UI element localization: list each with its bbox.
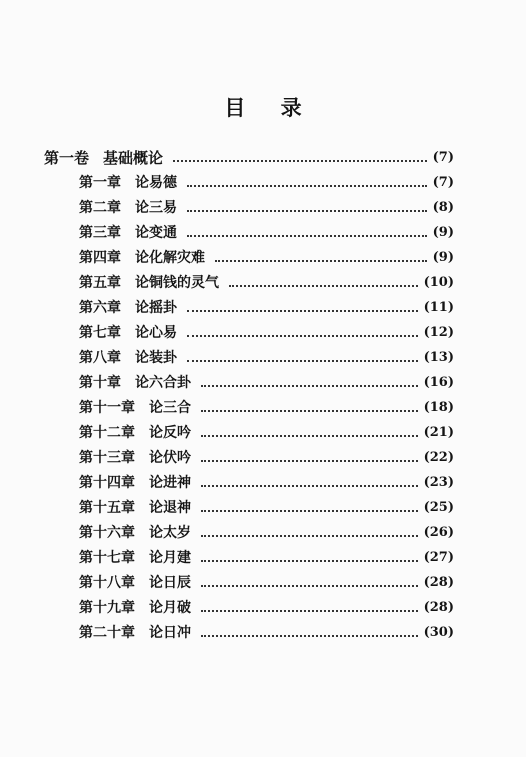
page-number: (8) (432, 199, 454, 215)
dot-leader (201, 558, 418, 562)
page-number: (7) (432, 174, 454, 190)
toc-chapter-entry[interactable] (79, 270, 454, 294)
chapter-number: 第十五章 (79, 500, 135, 516)
toc-chapter-entry[interactable] (79, 570, 454, 594)
page-number: (7) (432, 149, 454, 165)
toc-chapter-entry[interactable] (79, 495, 454, 519)
chapter-number: 第二章 (79, 200, 121, 216)
page-number: (25) (423, 499, 454, 515)
dot-leader (187, 208, 427, 212)
dot-leader (201, 583, 418, 587)
chapter-number: 第十章 (79, 375, 121, 391)
dot-leader (187, 183, 427, 187)
toc-chapter-entry[interactable] (79, 245, 454, 269)
toc-chapter-entry[interactable] (79, 295, 454, 319)
chapter-name: 论日冲 (149, 625, 191, 641)
chapter-number: 第二十章 (79, 625, 135, 641)
chapter-number: 第十二章 (79, 425, 135, 441)
page-number: (9) (432, 224, 454, 240)
chapter-number: 第六章 (79, 300, 121, 316)
volume-name: 基础概论 (103, 148, 164, 167)
chapter-number: 第十一章 (79, 400, 135, 416)
page-number: (21) (423, 424, 454, 440)
page-number: (16) (423, 374, 454, 390)
toc-chapter-entry[interactable] (79, 595, 454, 619)
chapter-name: 论铜钱的灵气 (135, 275, 219, 291)
dot-leader (187, 333, 418, 337)
dot-leader (201, 533, 418, 537)
dot-leader (201, 433, 418, 437)
chapter-name: 论退神 (149, 500, 191, 516)
page-number: (12) (423, 324, 454, 340)
chapter-name: 论太岁 (149, 525, 191, 541)
chapter-name: 论伏吟 (149, 450, 191, 466)
dot-leader (201, 408, 418, 412)
toc-chapter-entry[interactable] (79, 420, 454, 444)
page-number: (22) (423, 449, 454, 465)
chapter-name: 论三易 (135, 200, 177, 216)
chapter-number: 第十三章 (79, 450, 135, 466)
chapter-name: 论装卦 (135, 350, 177, 366)
toc-chapter-entry[interactable] (79, 220, 454, 244)
chapter-name: 论进神 (149, 475, 191, 491)
page-number: (30) (423, 624, 454, 640)
toc-chapter-entry[interactable] (79, 370, 454, 394)
chapter-name: 论月破 (149, 600, 191, 616)
chapter-name: 论反吟 (149, 425, 191, 441)
page-number: (28) (423, 599, 454, 615)
page-number: (27) (423, 549, 454, 565)
chapter-number: 第十八章 (79, 575, 135, 591)
dot-leader (201, 508, 418, 512)
dot-leader (201, 483, 418, 487)
chapter-name: 论日辰 (149, 575, 191, 591)
chapter-number: 第一章 (79, 175, 121, 191)
toc-chapter-entry[interactable] (79, 545, 454, 569)
page-number: (28) (423, 574, 454, 590)
dot-leader (201, 458, 418, 462)
chapter-number: 第四章 (79, 250, 121, 266)
page-number: (13) (423, 349, 454, 365)
toc-chapter-entry[interactable] (79, 320, 454, 344)
page-title: 目 录 (224, 96, 316, 120)
page-number: (26) (423, 524, 454, 540)
toc-chapter-entry[interactable] (79, 470, 454, 494)
chapter-number: 第七章 (79, 325, 121, 341)
toc-chapter-entry[interactable] (79, 345, 454, 369)
toc-chapter-entry[interactable] (79, 445, 454, 469)
toc-chapter-entry[interactable] (79, 170, 454, 194)
toc-volume-entry[interactable] (44, 145, 454, 169)
chapter-name: 论三合 (149, 400, 191, 416)
page-number: (23) (423, 474, 454, 490)
toc-chapter-entry[interactable] (79, 195, 454, 219)
dot-leader (229, 283, 418, 287)
dot-leader (187, 358, 418, 362)
page-number: (18) (423, 399, 454, 415)
dot-leader (187, 233, 427, 237)
chapter-name: 论月建 (149, 550, 191, 566)
page-number: (9) (432, 249, 454, 265)
dot-leader (201, 633, 418, 637)
chapter-number: 第八章 (79, 350, 121, 366)
volume-number: 第一卷 (44, 148, 90, 167)
chapter-name: 论化解灾难 (135, 250, 205, 266)
dot-leader (201, 383, 418, 387)
chapter-number: 第十九章 (79, 600, 135, 616)
dot-leader (187, 308, 418, 312)
toc-chapter-entry[interactable] (79, 395, 454, 419)
chapter-name: 论六合卦 (135, 375, 191, 391)
chapter-name: 论易德 (135, 175, 177, 191)
dot-leader (215, 258, 427, 262)
chapter-number: 第三章 (79, 225, 121, 241)
page-number: (10) (423, 274, 454, 290)
chapter-number: 第十四章 (79, 475, 135, 491)
chapter-number: 第五章 (79, 275, 121, 291)
page-number: (11) (423, 299, 454, 315)
chapter-name: 论变通 (135, 225, 177, 241)
chapter-name: 论摇卦 (135, 300, 177, 316)
chapter-name: 论心易 (135, 325, 177, 341)
dot-leader (173, 158, 427, 162)
chapter-number: 第十六章 (79, 525, 135, 541)
toc-chapter-entry[interactable] (79, 620, 454, 644)
chapter-number: 第十七章 (79, 550, 135, 566)
dot-leader (201, 608, 418, 612)
toc-chapter-entry[interactable] (79, 520, 454, 544)
